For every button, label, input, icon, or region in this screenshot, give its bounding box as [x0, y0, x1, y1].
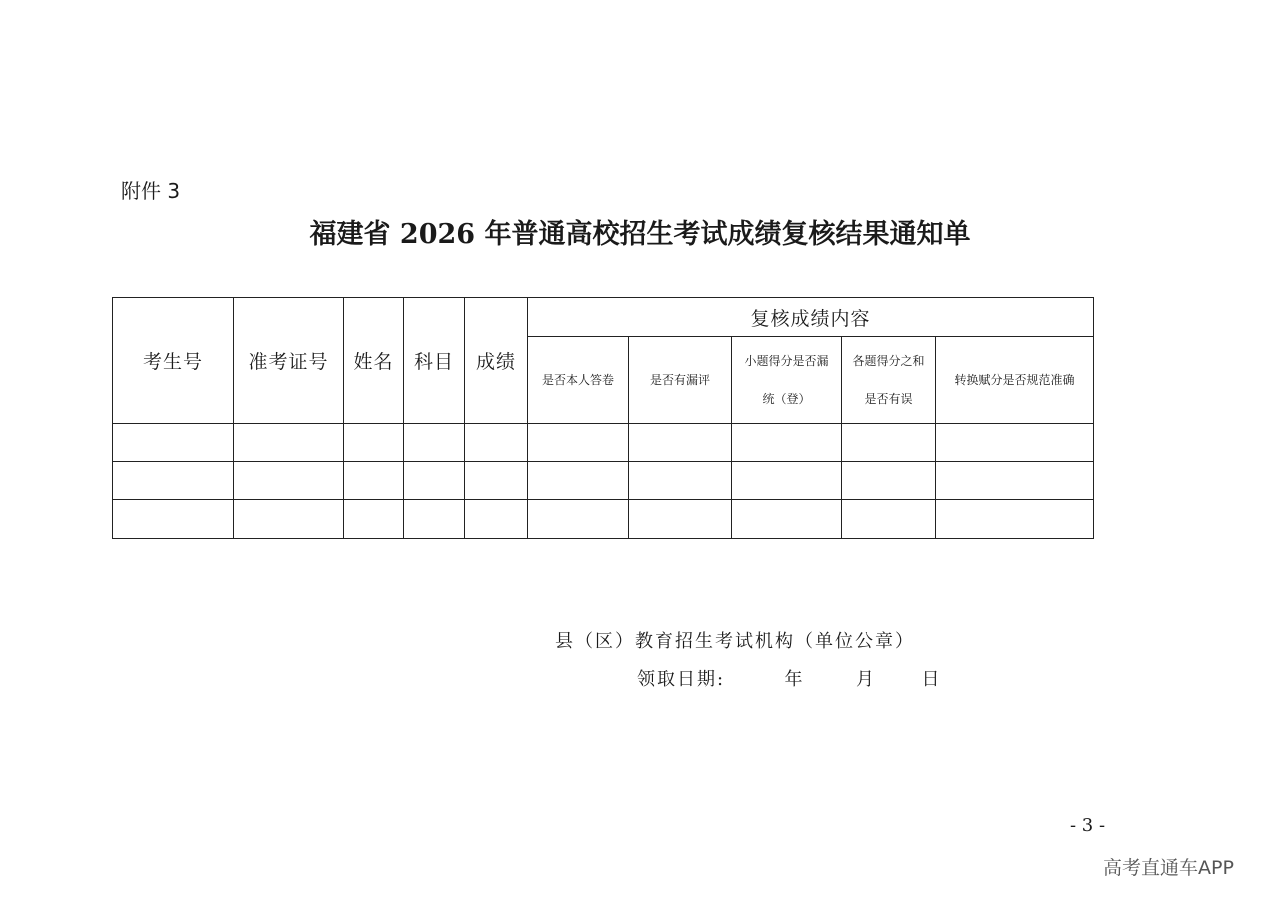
table-cell[interactable]	[629, 462, 732, 500]
date-label: 领取日期:	[637, 669, 726, 690]
table-cell[interactable]	[528, 500, 629, 539]
table-cell[interactable]	[629, 500, 732, 539]
table-cell[interactable]	[842, 462, 936, 500]
header-sub-cell	[936, 337, 1094, 424]
header-name: 姓名	[344, 298, 404, 424]
table-cell[interactable]	[344, 500, 404, 539]
date-day: 日	[921, 669, 942, 690]
table-cell[interactable]	[936, 424, 1094, 462]
header-sub-cell	[629, 337, 732, 424]
table-cell[interactable]	[344, 424, 404, 462]
header-sub-line: 统（登）	[762, 392, 811, 406]
table-cell[interactable]	[936, 500, 1094, 539]
date-month: 月	[856, 669, 877, 690]
collection-date	[637, 665, 941, 691]
document-title: 福建省 2026 年普通高校招生考试成绩复核结果通知单	[309, 219, 971, 250]
table-row	[113, 500, 1094, 539]
table-cell[interactable]	[732, 424, 842, 462]
table-cell[interactable]	[842, 500, 936, 539]
table-row	[113, 462, 1094, 500]
header-review-group: 复核成绩内容	[528, 298, 1094, 337]
issuing-organization: 县（区）教育招生考试机构（单位公章）	[555, 631, 915, 652]
header-sub-line: 是否有误	[864, 392, 913, 406]
table-cell[interactable]	[842, 424, 936, 462]
table-cell[interactable]	[528, 424, 629, 462]
table-cell[interactable]	[113, 424, 234, 462]
header-subject: 科目	[404, 298, 465, 424]
table-cell[interactable]	[629, 424, 732, 462]
table-cell[interactable]	[465, 462, 528, 500]
table-cell[interactable]	[732, 462, 842, 500]
header-ticket-no: 准考证号	[234, 298, 344, 424]
table-cell[interactable]	[936, 462, 1094, 500]
table-cell[interactable]	[404, 424, 465, 462]
table-cell[interactable]	[113, 462, 234, 500]
table-cell[interactable]	[404, 462, 465, 500]
table-cell[interactable]	[234, 424, 344, 462]
header-sub-line: 小题得分是否漏	[744, 354, 829, 368]
table-cell[interactable]	[234, 500, 344, 539]
table-cell[interactable]	[528, 462, 629, 500]
table-cell[interactable]	[234, 462, 344, 500]
table-cell[interactable]	[404, 500, 465, 539]
header-row-1	[113, 298, 1094, 337]
header-sub-line: 是否本人答卷	[541, 373, 614, 387]
header-sub-line: 是否有漏评	[649, 373, 710, 387]
watermark: 高考直通车APP	[1103, 857, 1234, 879]
date-year: 年	[784, 669, 805, 690]
header-exam-no: 考生号	[113, 298, 234, 424]
page-number: - 3 -	[1070, 815, 1106, 836]
header-sub-line: 转换赋分是否规范准确	[954, 373, 1075, 387]
header-sub-line: 各题得分之和	[852, 354, 925, 368]
table-cell[interactable]	[344, 462, 404, 500]
review-result-table	[112, 297, 1094, 539]
table-cell[interactable]	[465, 500, 528, 539]
header-sub-cell	[528, 337, 629, 424]
header-score: 成绩	[465, 298, 528, 424]
table-cell[interactable]	[732, 500, 842, 539]
table-row	[113, 424, 1094, 462]
table-cell[interactable]	[465, 424, 528, 462]
attachment-label: 附件 3	[121, 179, 181, 203]
header-sub-cell	[732, 337, 842, 424]
table-cell[interactable]	[113, 500, 234, 539]
header-sub-cell	[842, 337, 936, 424]
